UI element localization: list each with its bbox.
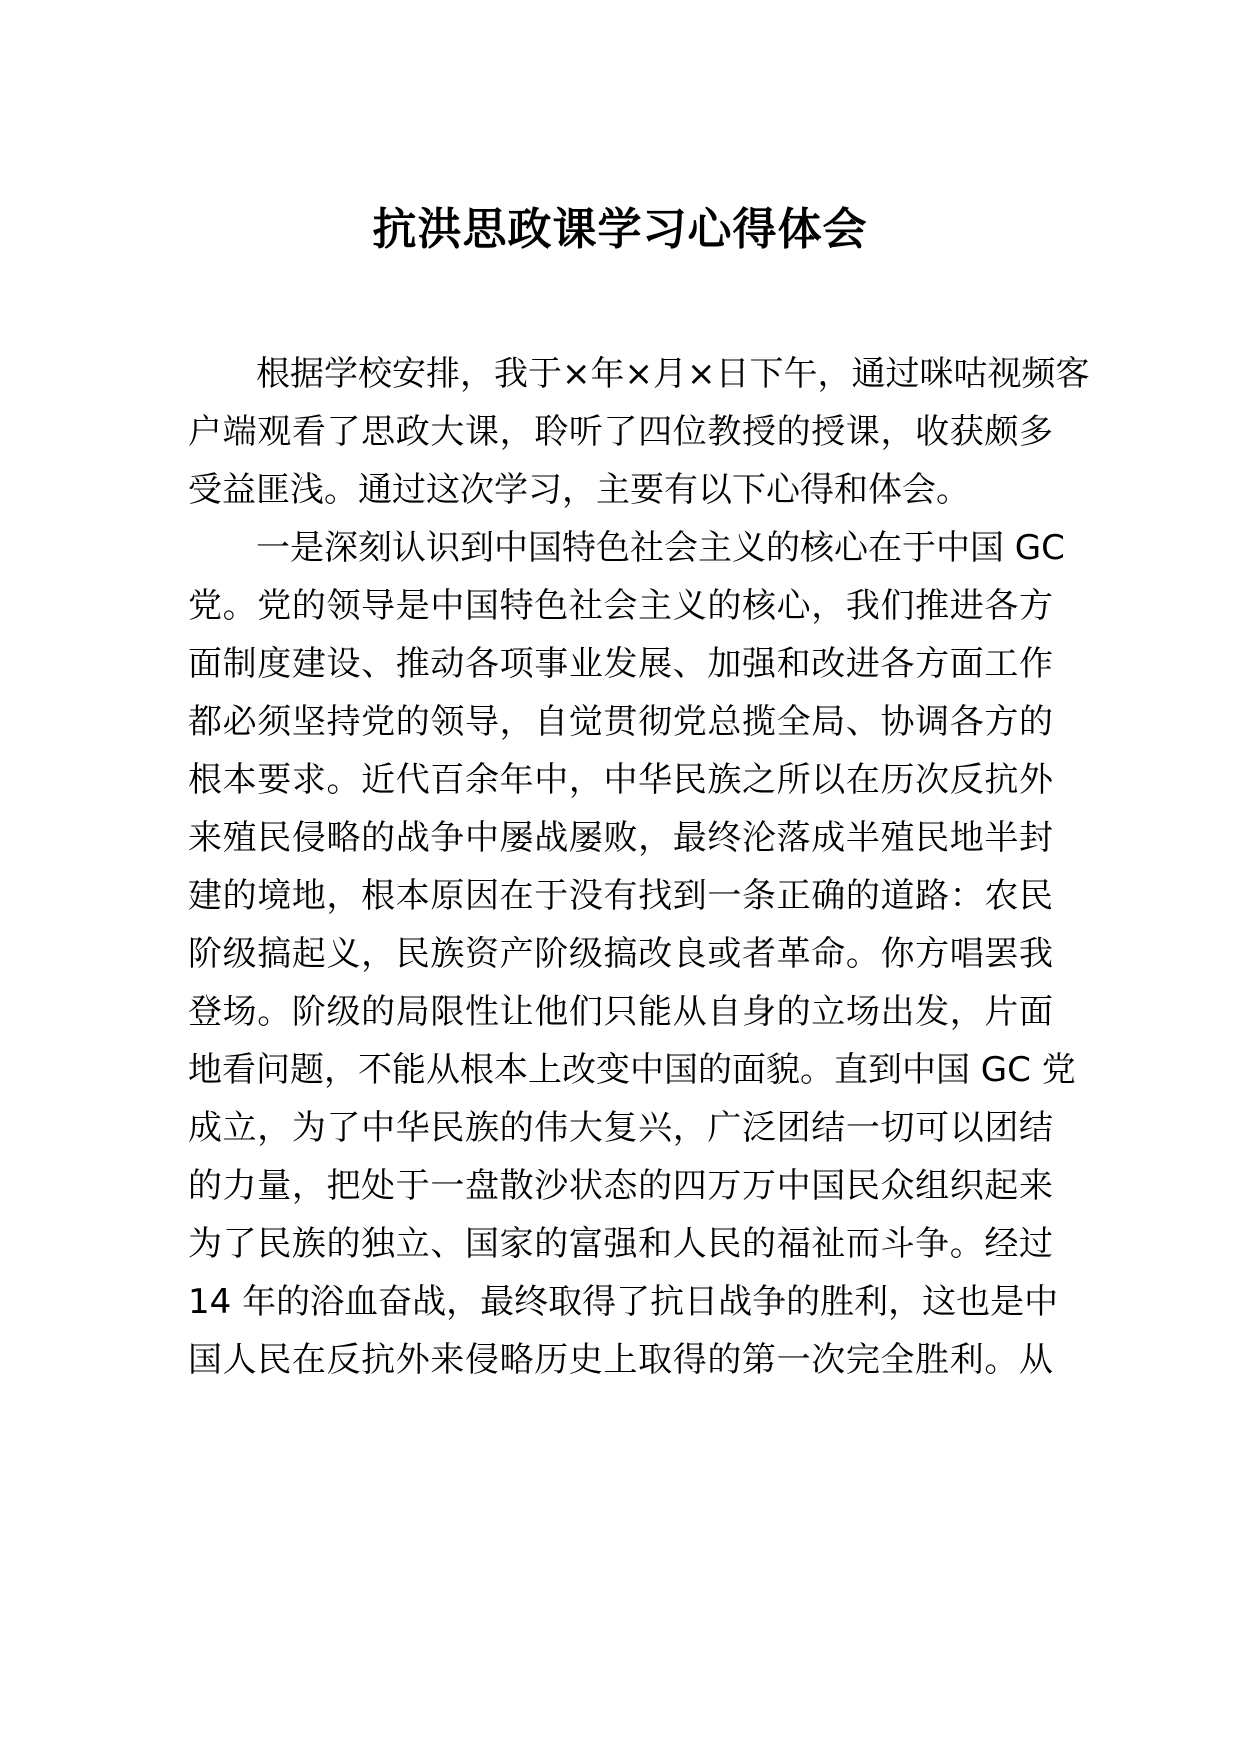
paragraph-line: 根据学校安排，我于×年×月×日下午，通过咪咕视频客	[256, 354, 1090, 394]
paragraph-line: 的力量，把处于一盘散沙状态的四万万中国民众组织起来	[188, 1166, 1053, 1206]
paragraph-line: 根本要求。近代百余年中，中华民族之所以在历次反抗外	[188, 760, 1053, 800]
paragraph-line: 党。党的领导是中国特色社会主义的核心，我们推进各方	[188, 586, 1053, 626]
paragraph-line: 面制度建设、推动各项事业发展、加强和改进各方面工作	[188, 644, 1053, 684]
paragraph-line: 来殖民侵略的战争中屡战屡败，最终沦落成半殖民地半封	[188, 818, 1053, 858]
paragraph-line: 国人民在反抗外来侵略历史上取得的第一次完全胜利。从	[188, 1340, 1053, 1380]
paragraph-line: 为了民族的独立、国家的富强和人民的福祉而斗争。经过	[188, 1224, 1053, 1264]
paragraph-line: 地看问题，不能从根本上改变中国的面貌。直到中国 GC 党	[188, 1050, 1076, 1090]
paragraph-line: 14 年的浴血奋战，最终取得了抗日战争的胜利，这也是中	[188, 1282, 1059, 1322]
paragraph-line: 一是深刻认识到中国特色社会主义的核心在于中国 GC	[256, 528, 1065, 568]
document-title: 抗洪思政课学习心得体会	[372, 204, 868, 255]
paragraph-line: 都必须坚持党的领导，自觉贯彻党总揽全局、协调各方的	[188, 702, 1053, 742]
paragraph-line: 阶级搞起义，民族资产阶级搞改良或者革命。你方唱罢我	[188, 934, 1053, 974]
paragraph-line: 建的境地，根本原因在于没有找到一条正确的道路：农民	[188, 876, 1053, 916]
paragraph-line: 成立，为了中华民族的伟大复兴，广泛团结一切可以团结	[188, 1108, 1053, 1148]
paragraph-line: 登场。阶级的局限性让他们只能从自身的立场出发，片面	[188, 992, 1053, 1032]
paragraph-line: 户端观看了思政大课，聆听了四位教授的授课，收获颇多	[188, 412, 1053, 452]
paragraph-line: 受益匪浅。通过这次学习，主要有以下心得和体会。	[188, 470, 970, 510]
